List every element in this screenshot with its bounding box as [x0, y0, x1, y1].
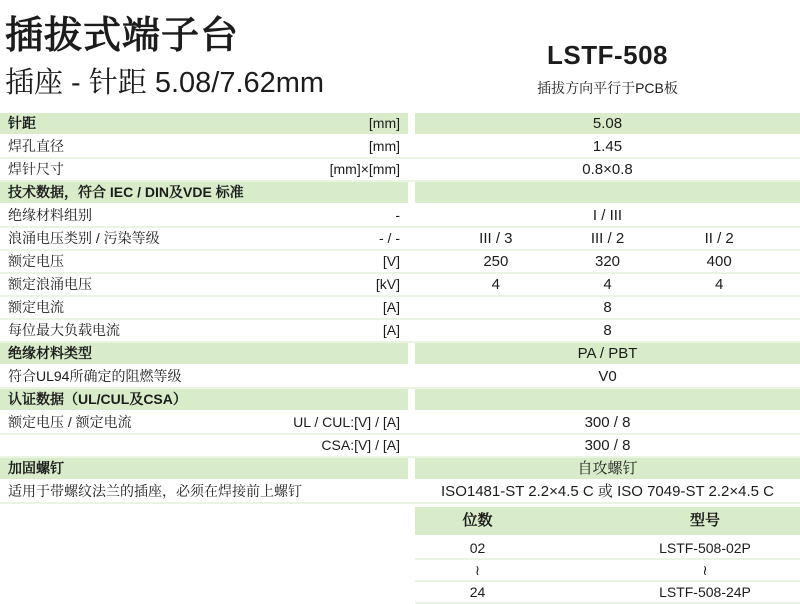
- row-label: 焊孔直径: [8, 138, 64, 154]
- row-label: 浪涌电压类别 / 污染等级: [8, 230, 160, 246]
- row-value: V0: [598, 368, 617, 385]
- model-cell: LSTF-508-02P: [659, 540, 751, 556]
- row-label: 额定电压: [8, 253, 64, 269]
- row-value-col1: 250: [483, 253, 509, 270]
- pin-table-row: [415, 538, 800, 560]
- section-label: 加固螺钉: [8, 460, 64, 476]
- row-value-col2: 4: [603, 276, 612, 293]
- row-unit: [mm]: [368, 115, 400, 131]
- row-unit: [V]: [382, 253, 400, 269]
- row-pin-pitch: [0, 113, 800, 136]
- model-number: LSTF-508: [546, 40, 669, 70]
- row-ul94-flammability: [0, 366, 800, 389]
- page-subtitle: 插座 - 针距 5.08/7.62mm: [5, 67, 325, 99]
- section-label: 技术数据，符合 IEC / DIN及VDE 标准: [8, 184, 244, 200]
- section-certification-data: [0, 389, 800, 412]
- pin-count-cell: 02: [469, 540, 486, 556]
- row-ul-cul-rating: [0, 412, 800, 435]
- row-rated-current: [0, 297, 800, 320]
- row-unit: CSA:[V] / [A]: [321, 437, 400, 453]
- row-unit: [mm]: [368, 138, 400, 154]
- section-label: 认证数据（UL/CUL及CSA）: [8, 391, 187, 407]
- pin-count-header: 位数: [462, 512, 493, 529]
- pin-table-row: [415, 560, 800, 582]
- row-label: 额定电压 / 额定电流: [8, 414, 132, 430]
- row-unit: UL / CUL:[V] / [A]: [293, 414, 400, 430]
- page-header: [0, 0, 800, 112]
- page-title: 插拔式端子台: [5, 15, 240, 57]
- pin-table-row: [415, 582, 800, 604]
- row-label: 绝缘材料组别: [8, 207, 92, 223]
- section-filler: [415, 182, 800, 203]
- row-surge-voltage-category-pollution-degree: [0, 228, 800, 251]
- row-solder-pin-size: [0, 159, 800, 182]
- row-unit: -: [395, 207, 400, 223]
- model-note: 插拔方向平行于PCB板: [537, 80, 678, 96]
- row-unit: [A]: [382, 299, 400, 315]
- row-value: ISO1481-ST 2.2×4.5 C 或 ISO 7049-ST 2.2×4.5 C: [441, 483, 774, 500]
- row-unit: - / -: [379, 230, 400, 246]
- section-technical-data: [0, 182, 800, 205]
- section-insulation-material-type: [0, 343, 800, 366]
- row-screw-note: [0, 481, 800, 504]
- row-rated-voltage: [0, 251, 800, 274]
- row-unit: [kV]: [375, 276, 400, 292]
- row-value: 0.8×0.8: [582, 161, 633, 178]
- pin-count-cell: ≀: [474, 562, 481, 578]
- row-label: 每位最大负载电流: [8, 322, 120, 338]
- row-value-col1: 4: [491, 276, 500, 293]
- row-value-col3: II / 2: [704, 230, 734, 247]
- row-value-col3: 400: [706, 253, 732, 270]
- section-label: 绝缘材料类型: [8, 345, 92, 361]
- row-label: 符合UL94所确定的阻燃等级: [8, 368, 182, 384]
- row-label: 额定电流: [8, 299, 64, 315]
- row-value-col2: III / 2: [590, 230, 625, 247]
- row-csa-rating: [0, 435, 800, 458]
- row-value: I / III: [592, 207, 623, 224]
- row-value-col2: 320: [594, 253, 621, 270]
- model-header: 型号: [689, 512, 720, 529]
- row-value: 1.45: [592, 138, 623, 155]
- row-rated-surge-voltage: [0, 274, 800, 297]
- row-value-col1: III / 3: [479, 230, 513, 247]
- row-value: 300 / 8: [584, 414, 631, 431]
- row-label: 针距: [8, 115, 36, 131]
- spec-table: [0, 113, 800, 504]
- row-value-col3: 4: [715, 276, 724, 293]
- model-cell: ≀: [702, 562, 708, 578]
- section-filler: [415, 389, 800, 410]
- row-value: 300 / 8: [584, 437, 631, 454]
- row-label: 适用于带螺纹法兰的插座，必须在焊接前上螺钉: [8, 483, 302, 499]
- row-max-load-current-per-pole: [0, 320, 800, 343]
- row-unit: [mm]×[mm]: [329, 161, 400, 177]
- row-value: 8: [603, 322, 612, 339]
- section-reinforcing-screw: [0, 458, 800, 481]
- model-cell: LSTF-508-24P: [659, 584, 751, 600]
- row-unit: [A]: [382, 322, 400, 338]
- row-value: 5.08: [415, 113, 800, 134]
- row-solder-hole-diameter: [0, 136, 800, 159]
- row-value: 8: [603, 299, 612, 316]
- pin-count-model-table: [415, 507, 800, 604]
- row-value: PA / PBT: [415, 343, 800, 364]
- row-value: 自攻螺钉: [415, 458, 800, 479]
- row-label: 焊针尺寸: [8, 161, 64, 177]
- row-insulation-material-group: [0, 205, 800, 228]
- pin-count-cell: 24: [469, 584, 486, 600]
- pin-table-header: [415, 507, 800, 538]
- row-label: 额定浪涌电压: [8, 276, 92, 292]
